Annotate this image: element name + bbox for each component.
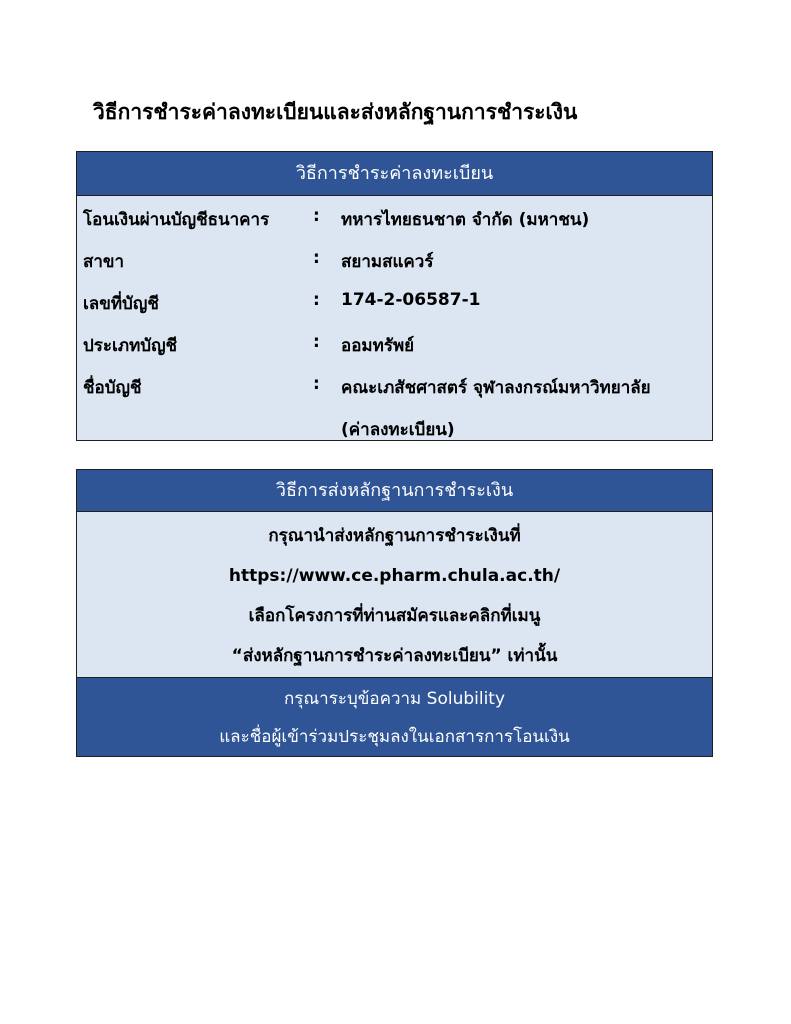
- instruction-line: เลือกโครงการที่ท่านสมัครและคลิกที่เมนู: [248, 606, 541, 626]
- account-name-value: คณะเภสัชศาสตร์ จุฬาลงกรณ์มหาวิทยาลัย: [341, 378, 651, 398]
- submission-url-link[interactable]: https://www.ce.pharm.chula.ac.th/: [228, 566, 561, 586]
- page-title: วิธีการชำระค่าลงทะเบียนและส่งหลักฐานการชำระเงิน: [93, 100, 578, 124]
- branch-label: สาขา: [83, 252, 125, 272]
- proof-instructions: [77, 512, 712, 678]
- account-name-label: ชื่อบัญชี: [83, 378, 142, 398]
- note-line: และชื่อผู้เข้าร่วมประชุมลงในเอกสารการโอนเงิน: [219, 727, 570, 747]
- note-line: กรุณาระบุข้อความ Solubility: [283, 689, 506, 709]
- account-type-label: ประเภทบัญชี: [83, 336, 178, 356]
- payment-method-header: วิธีการชำระค่าลงทะเบียน: [77, 152, 712, 196]
- payment-method-table: [76, 151, 713, 441]
- payment-details: [77, 196, 712, 440]
- account-name-row: [77, 368, 712, 452]
- instruction-line: กรุณานำส่งหลักฐานการชำระเงินที่: [268, 526, 521, 546]
- bank-label: โอนเงินผ่านบัญชีธนาคาร: [83, 210, 270, 230]
- bank-value: ทหารไทยธนชาต จำกัด (มหาชน): [341, 210, 590, 230]
- proof-submission-table: [76, 469, 713, 757]
- account-number-row: [77, 284, 712, 326]
- separator: :: [313, 332, 320, 352]
- branch-row: [77, 242, 712, 284]
- account-type-value: ออมทรัพย์: [341, 336, 415, 356]
- separator: :: [313, 248, 320, 268]
- bank-row: [77, 200, 712, 242]
- account-name-value-line2: (ค่าลงทะเบียน): [341, 420, 455, 440]
- transfer-note: [77, 678, 712, 756]
- account-number-value: 174-2-06587-1: [341, 290, 481, 310]
- proof-submission-header: วิธีการส่งหลักฐานการชำระเงิน: [77, 470, 712, 512]
- account-number-label: เลขที่บัญชี: [83, 294, 159, 314]
- account-type-row: [77, 326, 712, 368]
- separator: :: [313, 374, 320, 394]
- branch-value: สยามสแควร์: [341, 252, 434, 272]
- instruction-line: “ส่งหลักฐานการชำระค่าลงทะเบียน” เท่านั้น: [231, 646, 558, 666]
- separator: :: [313, 206, 320, 226]
- separator: :: [313, 290, 320, 310]
